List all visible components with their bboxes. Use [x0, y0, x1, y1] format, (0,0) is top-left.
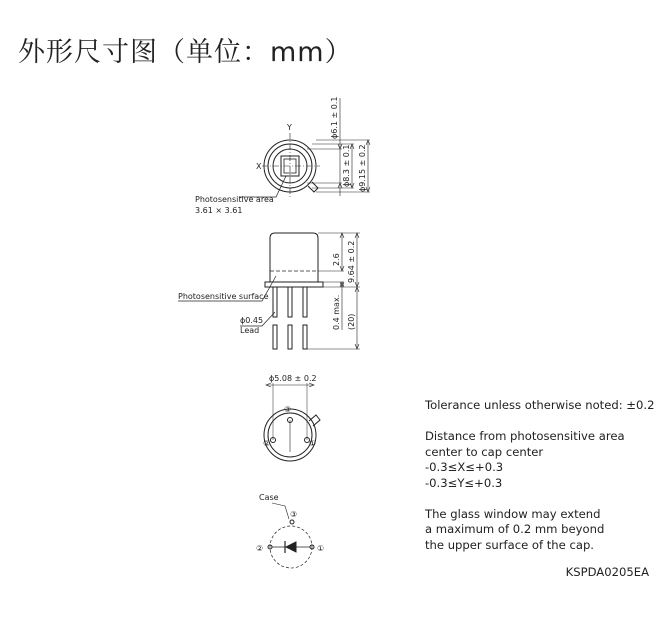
- schem-pin3-dot: [290, 520, 294, 524]
- schem-pin2-label: ②: [256, 544, 264, 553]
- case-leader: [272, 503, 289, 519]
- lead-label: Lead: [240, 326, 260, 335]
- bottom-tab: [309, 415, 320, 426]
- bottom-pin1-label: ①: [309, 439, 317, 448]
- notes: [425, 398, 665, 569]
- distance-note-line-2: center to cap center: [425, 444, 544, 459]
- pin-circle-text: ϕ5.08 ± 0.2: [269, 374, 317, 383]
- bottom-pin3-label: ③: [284, 405, 292, 414]
- side-flange: [265, 282, 323, 287]
- lead-dia-text: ϕ0.45: [240, 316, 264, 325]
- lead-right-top: [303, 287, 307, 317]
- lead-left-bottom: [273, 325, 277, 349]
- lead-right-bottom: [303, 325, 307, 349]
- area-size: 3.61 × 3.61: [195, 206, 243, 215]
- distance-note-line-1: Distance from photosensitive area: [425, 429, 625, 443]
- side-view: [178, 233, 360, 349]
- y-tolerance: -0.3≤Y≤+0.3: [425, 475, 503, 490]
- schem-pin1-label: ①: [317, 544, 325, 553]
- glass-note-line-2: a maximum of 0.2 mm beyond: [425, 522, 605, 536]
- area-label: Photosensitive area: [195, 195, 274, 204]
- glass-note-line-3: the upper surface of the cap.: [425, 537, 594, 552]
- lead-center-bottom: [288, 325, 292, 349]
- glass-note-line-1: The glass window may extend: [425, 506, 601, 521]
- tolerance-note: Tolerance unless otherwise noted: ±0.2: [425, 398, 655, 412]
- page-title: 外形尺寸图（单位：mm）: [18, 37, 353, 68]
- schem-pin3-label: ③: [290, 510, 298, 519]
- dim-flange-text: ϕ9.15 ± 0.2: [358, 144, 367, 192]
- dim-surface-text: 2.6: [332, 253, 341, 266]
- lead-center-top: [288, 287, 292, 317]
- diode-triangle: [286, 542, 296, 552]
- axis-y-label: Y: [287, 123, 292, 132]
- dim-window-text: ϕ6.1 ± 0.1: [330, 96, 339, 139]
- dim-cap-text: ϕ8.3 ± 0.1: [342, 144, 351, 187]
- dim-height-text: 9.64 ± 0.2: [347, 240, 356, 283]
- schematic: [256, 493, 324, 568]
- axis-x-label: X: [256, 162, 262, 171]
- case-label: Case: [259, 493, 279, 502]
- surface-label: Photosensitive surface: [178, 292, 269, 301]
- dim-flange-thk-text: 0.4 max.: [332, 294, 341, 330]
- x-tolerance: -0.3≤X≤+0.3: [425, 460, 504, 474]
- bottom-pin2-label: ②: [263, 439, 271, 448]
- dim-lead-len-text: (20): [347, 313, 356, 330]
- top-view: [195, 96, 370, 215]
- bottom-view: [263, 374, 320, 461]
- drawing-code: KSPDA0205EA: [565, 565, 649, 579]
- side-cap-body: [270, 233, 318, 282]
